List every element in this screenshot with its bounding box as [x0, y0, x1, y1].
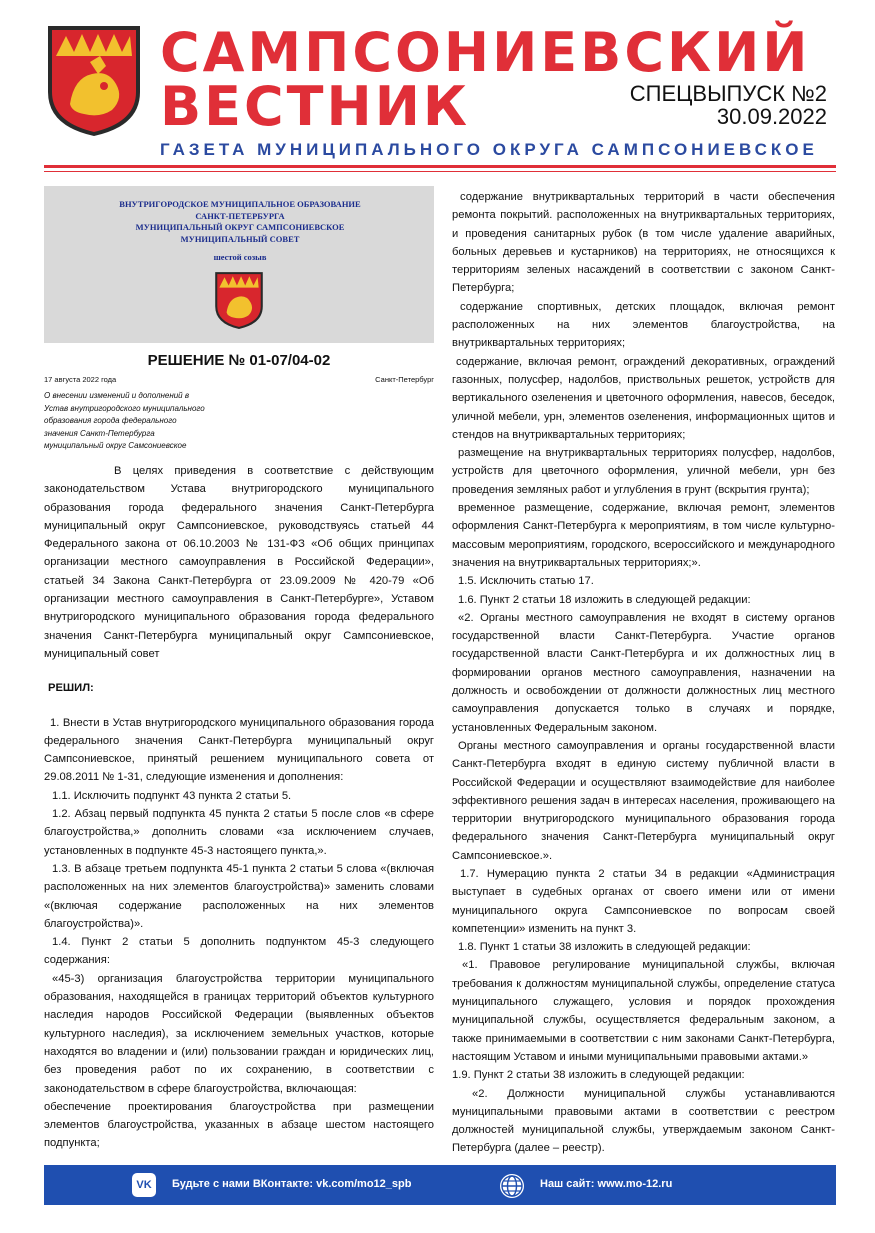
paragraph: «45-3) организация благоустройства территории муниципального образования, находящейся в границах территорий объектов культурного наследия народов Российской Федерации (выявленных объектов культурного наследия), за исключением земельных участков, которые находятся во владении и (или) пользовании граждан и юридических лиц, без проведения работ по их сохранению, в соответствии с законодательством в сфере благоустройства, включающая: [44, 972, 434, 1095]
paragraph: размещение на внутриквартальных территориях полусфер, надолбов, устройств для цветочного оформления, уличной мебели, урн без проведения земляных работ и углубления в грунт (вскрытия грунта); [452, 447, 835, 496]
paragraph: 1.1. Исключить подпункт 43 пункта 2 статьи 5. [52, 789, 292, 802]
preamble-paragraph: В целях приведения в соответствие с действующим законодательством Устава внутригородского муниципального образования города федерального значения Санкт-Петербурга муниципальный округ Сампсониевское, руководствуясь статьей 44 Федерального закона от 06.10.2003 № 131-ФЗ «Об общих принципах организации местного самоуправления в Российской Федерации», статьей 34 Закона Санкт-Петербурга от 23.09.2009 № 420-79 «Об организации местного самоуправления в Санкт-Петербурге», Уставом внутригородского муниципального образования города федерального значения Санкт-Петербурга муниципальный округ Сампсониевское, муниципальный совет [44, 465, 434, 660]
decision-date: 17 августа 2022 года [44, 375, 117, 384]
paragraph: 1.9. Пункт 2 статьи 38 изложить в следующей редакции: [452, 1069, 745, 1082]
paragraph: 1. Внести в Устав внутригородского муниципального образования города федерального значения Санкт-Петербурга муниципальный округ Сампсониевское, принятый решением муниципального совета от 29.08.2011 № 1-31, следующие изменения и дополнения: [44, 716, 434, 784]
issue-label: СПЕЦВЫПУСК №2 [629, 81, 827, 106]
vk-icon[interactable]: VK [132, 1173, 156, 1197]
left-column [44, 462, 434, 1153]
footer-bar [44, 1165, 836, 1205]
paragraph: «1. Правовое регулирование муниципальной службы, включая требования к должностям муниципальной службы, определение статуса муниципального служащего, условия и порядок прохождения муниципальной службы, осуществляется федеральным законом, а также принимаемыми в соответствии с ним законами Санкт-Петербурга, настоящим Уставом и иными муниципальными правовыми актами.» [452, 959, 835, 1063]
paragraph: 1.8. Пункт 1 статьи 38 изложить в следующей редакции: [458, 941, 751, 954]
paragraph: 1.7. Нумерацию пункта 2 статьи 34 в редакции «Администрация выступает в судебных органах от своего имени или от имени муниципального округа Сампсониевское по вопросам своей компетенции» изменить на пункт 3. [452, 867, 835, 935]
paragraph: содержание спортивных, детских площадок, включая ремонт расположенных на них элементов благоустройства, на внутриквартальных территориях; [452, 300, 835, 350]
paragraph: 1.5. Исключить статью 17. [458, 575, 594, 588]
issue-date: 30.09.2022 [716, 104, 827, 130]
paragraph: «2. Органы местного самоуправления не входят в систему органов государственной власти Санкт-Петербурга. Участие органов государственной власти Санкт-Петербурга и их должностных лиц в формировании органов местного самоуправления, назначении на должность и освобождении от должности должностных лиц местного самоуправления допускается только в случаях и порядке, установленных Федеральным законом. [452, 611, 835, 734]
decision-subject: О внесении изменений и дополнений в Устав внутригородского муниципального образования города федерального значения Санкт-Петербурга муниципальный округ Самсониевское [44, 391, 205, 450]
paragraph: временное размещение, содержание, включая ремонт, элементов оформления Санкт-Петербурга к мероприятиям, в том числе культурно-массовым мероприятиям, городского, всероссийского и международного значения на внутриквартальных территориях;». [452, 502, 835, 569]
decision-title: РЕШЕНИЕ № 01-07/04-02 [147, 352, 331, 369]
paragraph: 1.6. Пункт 2 статьи 18 изложить в следующей редакции: [458, 593, 751, 606]
coat-of-arms-icon [44, 22, 144, 138]
paragraph: «2. Должности муниципальной службы устанавливаются муниципальными правовыми актами в соответствии с реестром должностей муниципальной службы, утверждаемым законом Санкт-Петербурга (далее – реестр). [452, 1087, 835, 1155]
vk-link[interactable]: Будьте с нами ВКонтакте: vk.com/mo12_spb [172, 1178, 412, 1190]
header-divider-top [44, 165, 836, 168]
paragraph: содержание, включая ремонт, ограждений декоративных, ограждений газонных, полусфер, надолбов, приствольных решеток, устройств для вертикального озеленения и цветочного оформления, навесов, беседок, уличной мебели, урн, элементов озеленения, информационных щитов и стендов на внутриквартальных территориях; [452, 355, 835, 441]
newspaper-title-line1: САМПСОНИЕВСКИЙ [160, 21, 811, 84]
right-column [452, 188, 835, 1158]
resolved-heading: РЕШИЛ: [48, 682, 94, 695]
organization-name: ВНУТРИГОРОДСКОЕ МУНИЦИПАЛЬНОЕ ОБРАЗОВАНИЕ САНКТ-ПЕТЕРБУРГА МУНИЦИПАЛЬНЫЙ ОКРУГ САМПСОНИЕВСКОЕ МУНИЦИПАЛЬНЫЙ СОВЕТ [119, 199, 361, 244]
newspaper-title-line2: ВЕСТНИК [160, 75, 471, 138]
convocation: шестой созыв [213, 252, 267, 262]
paragraph: 1.4. Пункт 2 статьи 5 дополнить подпунктом 45-3 следующего содержания: [44, 936, 434, 967]
header-divider-bottom [44, 171, 836, 172]
globe-icon [499, 1173, 525, 1199]
paragraph: 1.2. Абзац первый подпункта 45 пункта 2 статьи 5 после слов «в сфере благоустройства,» дополнить словами «за исключением случаев, установленных в подпункте 45-3 настоящего пункта,». [44, 808, 434, 857]
paragraph: обеспечение проектирования благоустройства при размещении элементов благоустройства, указанных в абзаце шестом настоящего подпункта; [44, 1100, 434, 1150]
paragraph: 1.3. В абзаце третьем подпункта 45-1 пункта 2 статьи 5 слова «(включая расположенных на них элементов благоустройства)» заменить словами «(включая содержание расположенных на них элементов благоустройства)». [44, 862, 434, 930]
paragraph: Органы местного самоуправления и органы государственной власти Санкт-Петербурга входят в единую систему публичной власти в Российской Федерации и осуществляют взаимодействие для наиболее эффективного решения задач в интересах населения, проживающего на территории внутригородского муниципального образования города федерального значения Санкт-Петербурга муниципальный округ Сампсониевское.». [452, 739, 835, 862]
newspaper-subtitle: ГАЗЕТА МУНИЦИПАЛЬНОГО ОКРУГА САМПСОНИЕВСКОЕ [160, 140, 818, 159]
issue-info [630, 82, 827, 128]
coat-of-arms-icon [213, 270, 265, 330]
decision-place: Санкт-Петербург [375, 375, 434, 384]
site-link[interactable]: Наш сайт: www.mo-12.ru [540, 1178, 673, 1190]
paragraph: содержание внутриквартальных территорий в части обеспечения ремонта покрытий. расположенных на внутриквартальных территориях, и проведения санитарных рубок (в том числе удаление аварийных, больных деревьев и кустарников) на территориях, не относящихся к территориям зеленых насаждений в соответствии с законом Санкт-Петербурга; [452, 191, 835, 295]
